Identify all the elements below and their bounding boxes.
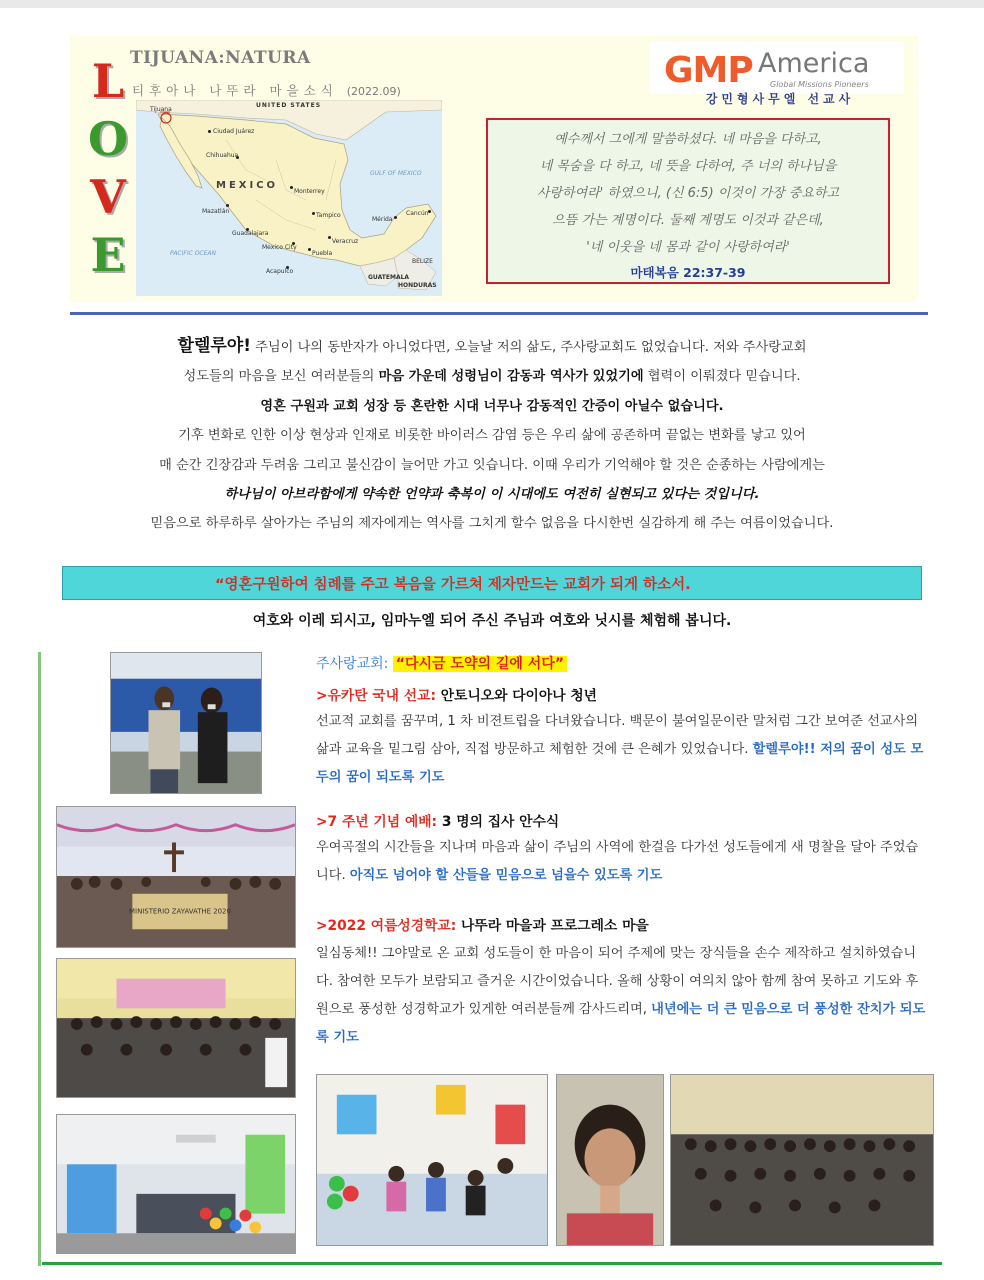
photo-anniversary-service [56, 806, 296, 948]
section-title-yucatan [316, 684, 597, 704]
scripture-reference: 마태복음 22:37-39 [630, 265, 746, 280]
intro-emphasis-italic: 하나님이 아브라함에게 약속한 언약과 축복이 이 시대에도 여전히 실현되고 있다는 것입니다. [224, 487, 760, 503]
intro-line: 믿음으로 하루하루 살아가는 주님의 제자에게는 역사를 그치게 할수 없음을 다시한번 실감하게 해 주는 여름이었습니다. [150, 516, 834, 532]
page-top-edge [0, 0, 984, 8]
photo-large-group [670, 1074, 934, 1246]
map-label-merida: Mérida [372, 216, 393, 223]
missionary-name: 강민형사무엘 선교사 [705, 92, 855, 106]
map-label-acapulco: Acapulco [266, 268, 294, 275]
bottom-border-line [42, 1262, 942, 1265]
left-border-line [38, 652, 41, 1266]
map-label-puebla: Puebla [312, 250, 333, 257]
logo-tagline: Global Missions Pioneers [770, 80, 869, 89]
map-label-mexico-city: Mexico City [262, 244, 297, 251]
header-panel [70, 36, 918, 302]
map-label-ciudad-juarez: Ciudad Juárez [213, 128, 255, 135]
subtitle-text: 티후아나 나뚜라 마을소식 [132, 83, 338, 98]
section-body: 일심동체!! 그야말로 온 교회 성도들이 한 마음이 되어 주제에 맞는 장식들을 손수 제작하고 설치하였습니다. 참여한 모두가 보람되고 즐거운 시간이었습니다. 올해 상황이 여의치 않아 함께 참여 못하고 기도와 후원으로 풍성한 성경학교가 있게한 여러분들께 감사드리며, [316, 946, 919, 1017]
intro-line [40, 480, 944, 509]
church-news-heading [316, 650, 926, 678]
scripture-line: 예수께서 그에게 말씀하셨다. 네 마음을 다하고, [554, 132, 822, 147]
photo-praying-child [556, 1074, 664, 1246]
section-body: 선교적 교회를 꿈꾸며, 1 차 비젼트립을 다녀왔습니다. 백문이 불여일문이란 말처럼 그간 보여준 선교사의 삶과 교육을 밑그림 삼아, 직접 방문하고 체험한 것에 큰 은혜가 있었습니다. [316, 714, 919, 757]
map-label-chihuahua: Chihuahua [206, 152, 239, 159]
photo-airport-youth [110, 652, 262, 794]
love-letter: E [90, 228, 126, 282]
logo-america-text: America [758, 48, 870, 79]
map-label-guadalajara: Guadalajara [232, 230, 269, 237]
section-title-rest: 안토니오와 다이아나 청년 [435, 688, 597, 704]
section-title-anniversary [316, 810, 559, 830]
hallelujah-heading: 할렐루야! [177, 336, 251, 356]
intro-line [40, 392, 944, 421]
city-dot [208, 130, 211, 133]
photo-banner-text: MINISTERIO ZAYAVATHE 2020 [129, 907, 231, 916]
newsletter-subtitle [132, 81, 401, 99]
map-label-pacific: PACIFIC OCEAN [170, 250, 216, 257]
scripture-line: 사랑하여라' 하였으니, (신 6:5) 이것이 가장 중요하고 [536, 186, 840, 201]
map-label-monterrey: Monterrey [294, 188, 325, 195]
intro-paragraph [40, 332, 944, 539]
scripture-box [486, 118, 890, 284]
church-label: 주사랑교회: [316, 656, 393, 672]
city-dot [312, 212, 315, 215]
mexico-map [136, 100, 442, 296]
church-news-section [316, 650, 926, 1045]
gmp-america-logo [650, 42, 904, 94]
photo-kids-classroom [316, 1074, 548, 1246]
love-vertical-word [88, 52, 128, 284]
section-title-rest: 나뚜라 마을과 프로그레소 마을 [456, 918, 649, 934]
scripture-line: 네 목숨을 다 하고, 네 뜻을 다하여, 주 너의 하나님을 [539, 159, 837, 174]
love-letter: O [88, 112, 129, 166]
city-dot [328, 236, 331, 239]
section-title-red: >7 주년 기념 예배: [316, 814, 438, 830]
city-dot [290, 186, 293, 189]
map-label-tijuana: Tijuana [150, 106, 172, 113]
intro-text: 성도들의 마음을 보신 여러분들의 [183, 369, 379, 385]
section-text-yucatan [316, 708, 926, 792]
intro-line: 기후 변화로 인한 이상 현상과 인재로 비롯한 바이러스 감염 등은 우리 삶에 공존하며 끝없는 변화를 낳고 있어 [178, 428, 806, 444]
prayer-banner: “영혼구원하여 침례를 주고 복음을 가르쳐 제자만드는 교회가 되게 하소서. [62, 566, 922, 600]
map-label-gulf: GULF OF MEXICO [370, 170, 422, 177]
section-title-vbs [316, 914, 649, 934]
intro-emphasis: 영혼 구원과 교회 성장 등 혼란한 시대 너무나 감동적인 간증이 아닐수 없습니다. [260, 398, 724, 414]
map-graphic [136, 100, 442, 296]
map-label-mazatlan: Mazatlán [202, 208, 230, 215]
intro-line: 매 순간 긴장감과 두려움 그리고 불신감이 늘어만 가고 잇습니다. 이때 우리가 기억해야 할 것은 순종하는 사람에게는 [159, 457, 825, 473]
city-dot [226, 204, 229, 207]
city-dot [394, 216, 397, 219]
map-label-belize: BELIZE [412, 258, 433, 265]
section-title-red: >2022 여름성경학교: [316, 918, 457, 934]
scripture-line: '네 이웃을 네 몸과 같이 사랑하여라' [586, 240, 790, 255]
prayer-request: 할렐루야!! 저의 꿈이 성도 모두의 꿈이 되도록 기도 [316, 742, 924, 785]
map-label-us: UNITED STATES [256, 102, 322, 109]
map-label-tampico: Tampico [316, 212, 341, 219]
section-divider [70, 312, 928, 315]
photo-decorated-hall [56, 1114, 296, 1254]
intro-line [40, 362, 944, 391]
map-label-veracruz: Veracruz [332, 238, 359, 245]
issue-date: (2022.09) [346, 85, 401, 98]
section-body: 우여곡절의 시간들을 지나며 마음과 삶이 주님의 사역에 한걸음 다가선 성도들에게 새 명찰을 달아 주었습니다. [316, 840, 919, 883]
map-label-guatemala: GUATEMALA [368, 274, 410, 281]
scripture-line: 으뜸 가는 계명이다. 둘째 계명도 이것과 같은데, [552, 213, 824, 228]
photo-vbs-group [56, 958, 296, 1098]
logo-gmp-text: GMP [664, 50, 753, 91]
section-text-anniversary [316, 834, 926, 890]
map-label-cancun: Cancún [406, 210, 429, 217]
intro-text: 주님이 나의 동반자가 아니었다면, 오늘날 저의 삶도, 주사랑교회도 없었습니다. 저와 주사랑교회 [250, 340, 807, 355]
tagline: 여호와 이레 되시고, 임마누엘 되어 주신 주님과 여호와 닛시를 체험해 봅니다. [252, 613, 732, 629]
intro-emphasis: 마음 가운데 성령님이 감동과 역사가 있었기에 [378, 369, 644, 385]
intro-line [40, 332, 944, 362]
section-title-red: >유카탄 국내 선교: [316, 688, 436, 704]
intro-text: 협력이 이뤄졌다 믿습니다. [643, 369, 801, 385]
map-label-honduras: HONDURAS [398, 282, 437, 289]
love-letter: V [90, 170, 126, 224]
section-title-rest: 3 명의 집사 안수식 [437, 814, 560, 830]
city-dot [308, 248, 311, 251]
newsletter-title: TIJUANA:NATURA [130, 48, 311, 68]
church-slogan: “다시금 도약의 길에 서다” [393, 656, 567, 672]
map-label-mexico: MEXICO [216, 180, 279, 191]
love-letter: L [91, 54, 125, 108]
prayer-request: 아직도 넘어야 할 산들을 믿음으로 넘을수 있도록 기도 [349, 868, 663, 883]
prayer-request: 내년에는 더 큰 믿음으로 더 풍성한 잔치가 되도록 기도 [316, 1002, 926, 1045]
section-text-vbs [316, 940, 926, 1052]
